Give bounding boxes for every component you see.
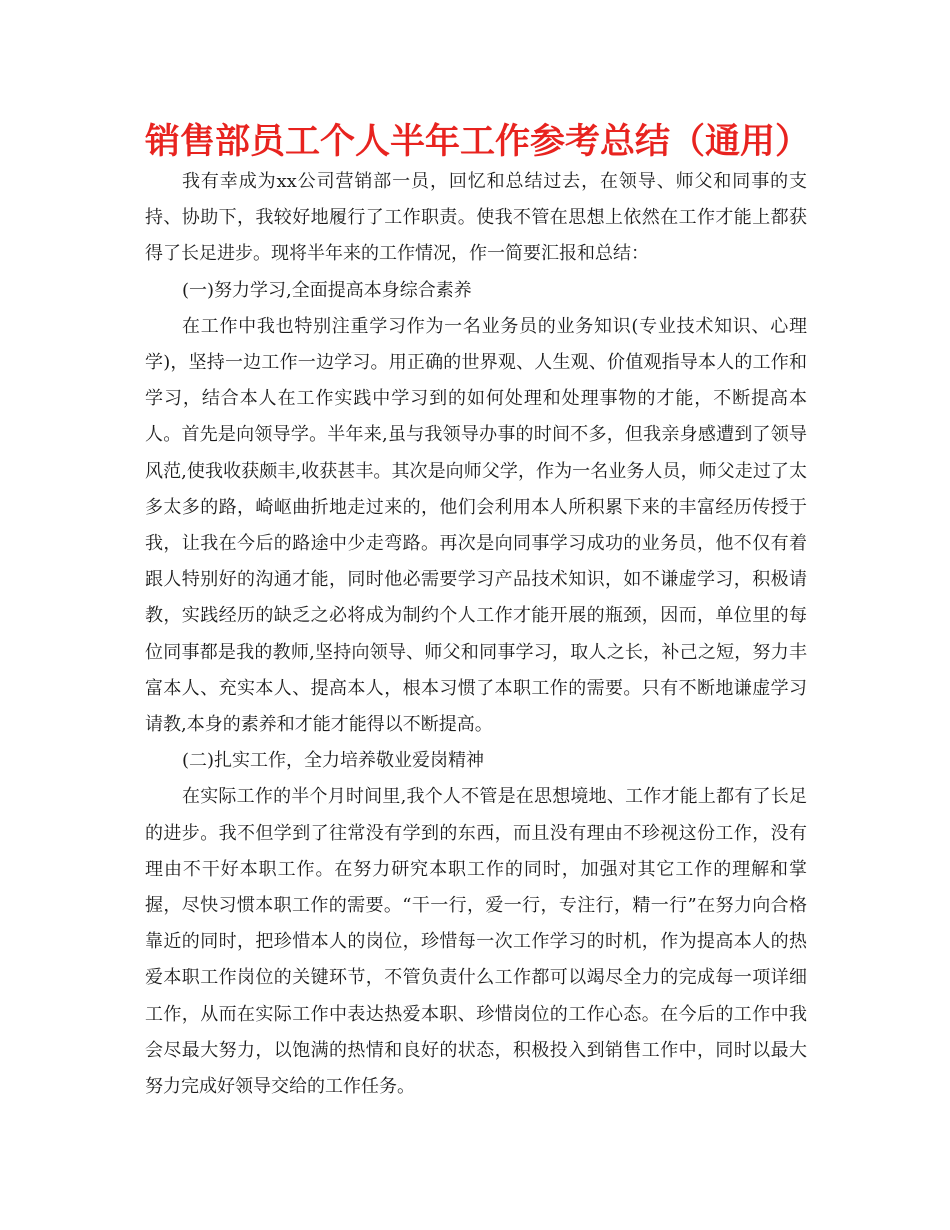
document-body [145,164,807,1105]
section-2-paragraph: 在实际工作的半个月时间里,我个人不管是在思想境地、工作才能上都有了长足的进步。我不但学到了往常没有学到的东西，而且没有理由不珍视这份工作，没有理由不干好本职工作。在努力研究本职工作的同时，加强对其它工作的理解和掌握，尽快习惯本职工作的需要。“干一行，爱一行，专注行，精一行”在努力向合格靠近的同时，把珍惜本人的岗位，珍惜每一次工作学习的时机，作为提高本人的热爱本职工作岗位的关键环节，不管负责什么工作都可以竭尽全力的完成每一项详细工作，从而在实际工作中表达热爱本职、珍惜岗位的工作心态。在今后的工作中我会尽最大努力，以饱满的热情和良好的状态，积极投入到销售工作中，同时以最大努力完成好领导交给的工作任务。 [145,786,807,1098]
section-heading-2: (二)扎实工作，全力培养敬业爱岗精神 [182,750,485,772]
section-heading-1: (一)努力学习,全面提高本身综合素养 [182,279,472,301]
intro-paragraph: 我有幸成为xx公司营销部一员，回忆和总结过去，在领导、师父和同事的支持、协助下，我较好地履行了工作职责。使我不管在思想上依然在工作才能上都获得了长足进步。现将半年来的工作情况，作一简要汇报和总结： [145,171,807,265]
section-1-paragraph: 在工作中我也特别注重学习作为一名业务员的业务知识(专业技术知识、心理学)，坚持一边工作一边学习。用正确的世界观、人生观、价值观指导本人的工作和学习，结合本人在工作实践中学习到的如何处理和处理事物的才能，不断提高本人。首先是向领导学。半年来,虽与我领导办事的时间不多，但我亲身感遭到了领导风范,使我收获颇丰,收获甚丰。其次是向师父学，作为一名业务人员，师父走过了太多太多的路，崎岖曲折地走过来的，他们会利用本人所积累下来的丰富经历传授于我，让我在今后的路途中少走弯路。再次是向同事学习成功的业务员，他不仅有着跟人特别好的沟通才能，同时他必需要学习产品技术知识，如不谦虚学习，积极请教，实践经历的缺乏之必将成为制约个人工作才能开展的瓶颈，因而，单位里的每位同事都是我的教师,坚持向领导、师父和同事学习，取人之长，补己之短，努力丰富本人、充实本人、提高本人，根本习惯了本职工作的需要。只有不断地谦虚学习请教,本身的素养和才能才能得以不断提高。 [145,315,807,736]
document-title: 销售部员工个人半年工作参考总结（通用） [145,122,811,162]
